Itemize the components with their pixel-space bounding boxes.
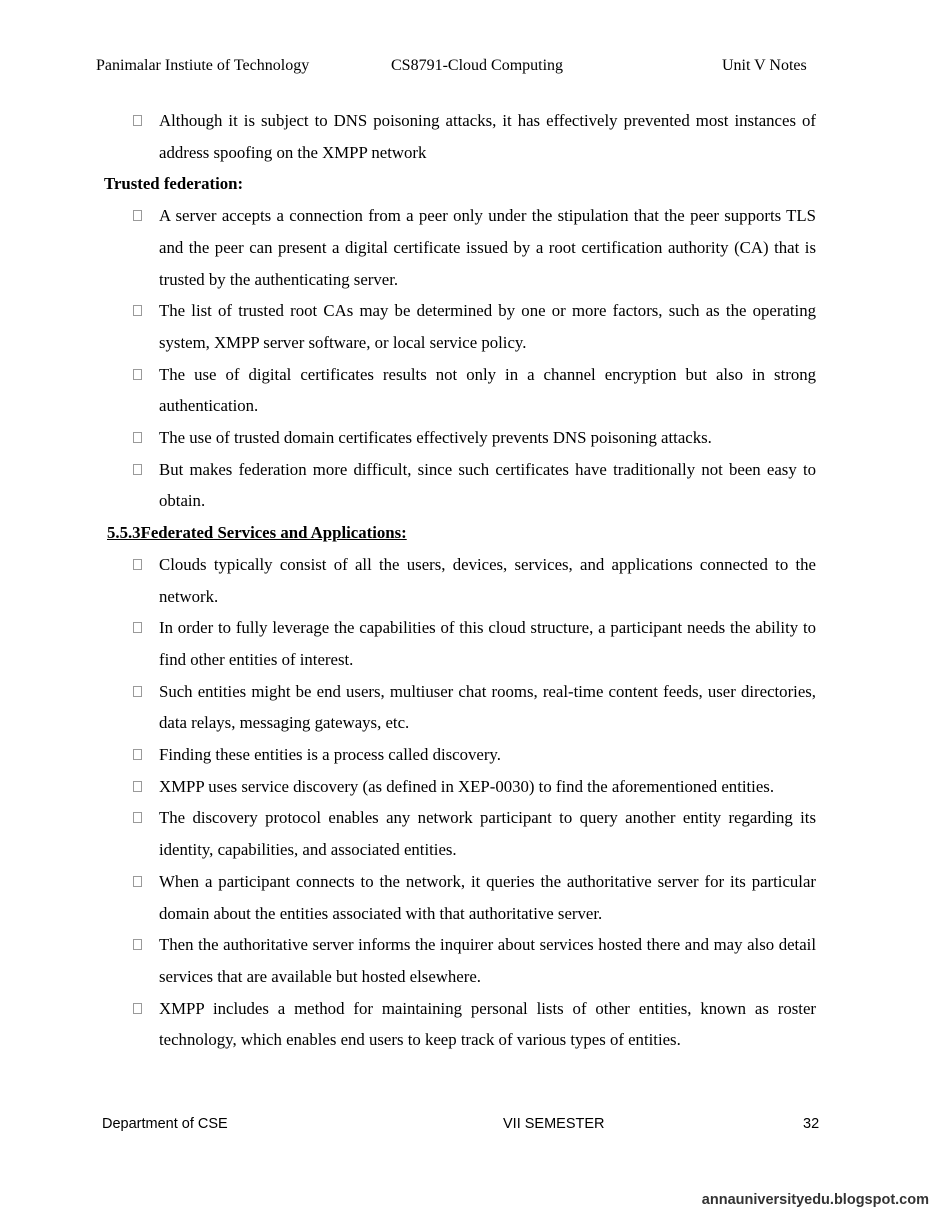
bullet-box-icon bbox=[133, 115, 142, 126]
section-heading: Trusted federation: bbox=[104, 174, 244, 194]
bullet-text: The list of trusted root CAs may be determined by one or more factors, such as the operating system, XMPP server software, or local service policy. bbox=[159, 301, 816, 352]
bullet-box-icon bbox=[133, 939, 142, 950]
bullet-box-icon bbox=[133, 432, 142, 443]
header-course: CS8791-Cloud Computing bbox=[391, 57, 564, 74]
footer-department: Department of CSE bbox=[102, 1116, 228, 1132]
bullet-text: Finding these entities is a process called discovery. bbox=[159, 745, 501, 765]
bullet-box-icon bbox=[133, 686, 142, 697]
bullet-text: XMPP uses service discovery (as defined in XEP-0030) to find the aforementioned entities. bbox=[159, 776, 775, 796]
bullet-box-icon bbox=[133, 1003, 142, 1014]
footer-semester: VII SEMESTER bbox=[503, 1116, 605, 1132]
bullet-text: The use of digital certificates results not only in a channel encryption but also in strong authentication. bbox=[159, 364, 816, 416]
bullet-text: The use of trusted domain certificates effectively prevents DNS poisoning attacks. bbox=[159, 428, 712, 448]
bullet-box-icon bbox=[133, 305, 142, 316]
bullet-text: A server accepts a connection from a peer only under the stipulation that the peer supports TLS and the peer can present a digital certificate issued by a root certification authority (CA) that is trusted by the authenticating server. bbox=[159, 206, 816, 289]
bullet-item bbox=[104, 866, 816, 929]
bullet-item bbox=[104, 454, 816, 517]
bullet-box-icon bbox=[133, 781, 142, 792]
header-unit: Unit V Notes bbox=[722, 57, 807, 74]
bullet-item bbox=[104, 105, 816, 168]
bullet-text: Then the authoritative server informs the inquirer about services hosted there and may also detail services that are available but hosted elsewhere. bbox=[159, 935, 816, 986]
bullet-box-icon bbox=[133, 369, 142, 380]
bullet-item bbox=[104, 612, 816, 675]
bullet-item bbox=[104, 739, 816, 771]
bullet-text: When a participant connects to the network, it queries the authoritative server for its particular domain about the entities associated with that authoritative server. bbox=[159, 871, 816, 923]
bullet-item bbox=[104, 200, 816, 295]
bullet-item bbox=[104, 993, 816, 1056]
bullet-text: XMPP includes a method for maintaining personal lists of other entities, known as roster technology, which enables end users to keep track of various types of entities. bbox=[159, 998, 816, 1050]
bullet-item bbox=[104, 359, 816, 422]
bullet-box-icon bbox=[133, 812, 142, 823]
watermark: annauniversityedu.blogspot.com bbox=[701, 1192, 929, 1208]
bullet-text: Such entities might be end users, multiuser chat rooms, real-time content feeds, user directories, data relays, messaging gateways, etc. bbox=[159, 681, 816, 733]
bullet-item bbox=[104, 802, 816, 865]
bullet-text: Although it is subject to DNS poisoning attacks, it has effectively prevented most instances of address spoofing on the XMPP network bbox=[159, 111, 816, 162]
bullet-item bbox=[104, 676, 816, 739]
bullet-text: The discovery protocol enables any network participant to query another entity regarding its identity, capabilities, and associated entities. bbox=[159, 808, 816, 860]
bullet-item bbox=[104, 295, 816, 358]
bullet-box-icon bbox=[133, 559, 142, 570]
footer-page-number: 32 bbox=[803, 1116, 820, 1132]
bullet-item bbox=[104, 422, 816, 454]
bullet-box-icon bbox=[133, 749, 142, 760]
page-body bbox=[104, 105, 816, 1056]
bullet-item bbox=[104, 929, 816, 992]
bullet-box-icon bbox=[133, 622, 142, 633]
bullet-text: But makes federation more difficult, since such certificates have traditionally not been easy to obtain. bbox=[159, 459, 816, 511]
bullet-box-icon bbox=[133, 210, 142, 221]
bullet-item bbox=[104, 771, 816, 803]
bullet-item bbox=[104, 549, 816, 612]
header-institute: Panimalar Instiute of Technology bbox=[96, 57, 310, 74]
bullet-box-icon bbox=[133, 876, 142, 887]
bullet-text: In order to fully leverage the capabilities of this cloud structure, a participant needs the ability to find other entities of interest. bbox=[159, 618, 816, 669]
section-heading-underlined: 5.5.3Federated Services and Applications: bbox=[107, 523, 407, 543]
bullet-text: Clouds typically consist of all the users, devices, services, and applications connected to the network. bbox=[159, 554, 816, 606]
bullet-box-icon bbox=[133, 464, 142, 475]
